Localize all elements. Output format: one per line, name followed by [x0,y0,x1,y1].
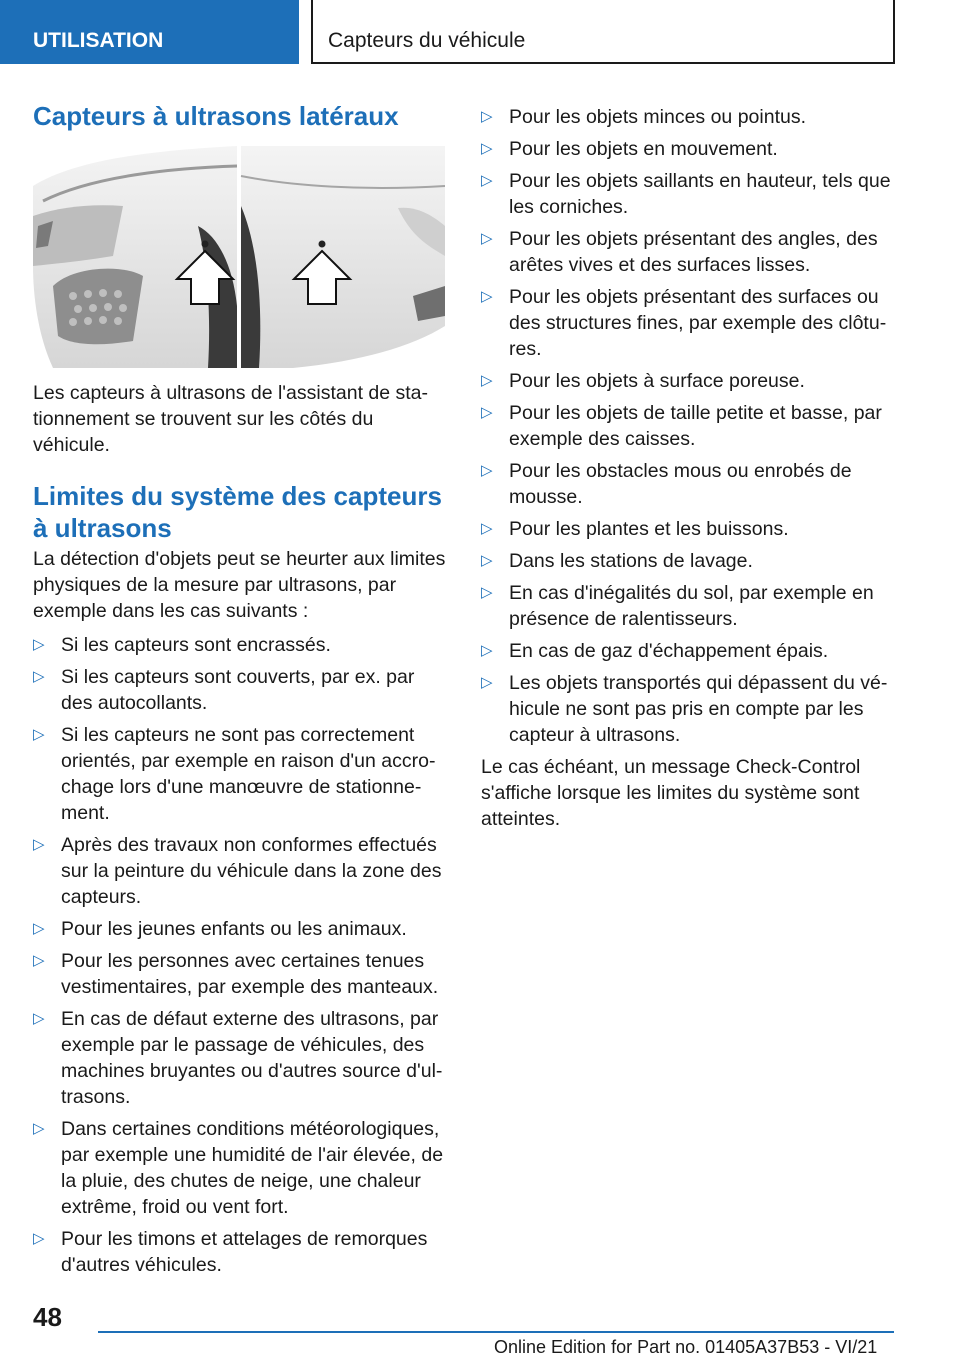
triangle-bullet-icon: ▷ [481,230,493,247]
car-rear-bumper [241,146,445,368]
triangle-bullet-icon: ▷ [481,404,493,421]
closing-paragraph: Le cas échéant, un message Check-Control s'affiche lorsque les limites du système sont atteintes. [481,756,861,830]
triangle-bullet-icon: ▷ [481,520,493,537]
limits-intro: La détection d'objets peut se heurter aux limites physiques de la mesure par ultrasons, par exemple dans les cas suivants : [33,548,446,622]
triangle-bullet-icon: ▷ [481,462,493,479]
triangle-bullet-icon: ▷ [481,172,493,189]
triangle-bullet-icon: ▷ [33,1010,45,1027]
triangle-bullet-icon: ▷ [33,1120,45,1137]
header-section: UTILISATION [0,0,299,64]
list-item: ▷ Pour les timons et attelages de remorques d'autres véhicules. [33,1228,428,1276]
car-bumper-illustration [33,146,445,368]
list-item: ▷ Si les capteurs ne sont pas correctement orientés, par exemple en raison d'un accrochage lors d'une manœuvre de stationnement. [33,724,436,824]
list-item: ▷ Pour les personnes avec certaines tenues vestimentaires, par exemple des manteaux. [33,950,439,998]
triangle-bullet-icon: ▷ [481,108,493,125]
triangle-bullet-icon: ▷ [33,1230,45,1247]
list-item: ▷ Si les capteurs sont encrassés. [33,634,331,656]
list-item: ▷ Pour les objets en mouvement. [481,138,778,160]
list-item: ▷ En cas d'inégalités du sol, par exemple en présence de ralentisseurs. [481,582,874,630]
page-number: 48 [33,1302,62,1332]
section-title-lateral-sensors: Capteurs à ultrasons latéraux [33,101,399,131]
list-item: ▷ En cas de défaut externe des ultrasons, par exemple par le passage de véhicules, des machines bruyantes ou d'autres source d'ultrasons. [33,1008,443,1108]
section-title-system-limits: Limites du système des capteurs à ultrasons [33,481,442,543]
list-item: ▷ Si les capteurs sont couverts, par ex. par des autocollants. [33,666,415,714]
list-item: ▷ Pour les objets saillants en hauteur, tels que les corniches. [481,170,891,218]
list-item: ▷ Les objets transportés qui dépassent du véhicule ne sont pas pris en compte par les capteur à ultrasons. [481,672,888,746]
edition-note: Online Edition for Part no. 01405A37B53 - VI/21 [494,1337,878,1357]
triangle-bullet-icon: ▷ [481,288,493,305]
list-item: ▷ Pour les objets minces ou pointus. [481,106,806,128]
list-item: ▷ Pour les plantes et les buissons. [481,518,789,540]
footer-divider [98,1331,894,1333]
header-chapter: Capteurs du véhicule [311,0,895,64]
list-item: ▷ Pour les jeunes enfants ou les animaux. [33,918,407,940]
list-item: ▷ Pour les objets à surface poreuse. [481,370,805,392]
limits-list-right [481,104,901,748]
triangle-bullet-icon: ▷ [481,584,493,601]
list-item: ▷ Dans certaines conditions météorologiques, par exemple une humidité de l'air élevée, de la pluie, des chutes de neige, une chaleur extrême, froid ou vent fort. [33,1118,444,1218]
list-item: ▷ Pour les obstacles mous ou enrobés de mousse. [481,460,852,508]
triangle-bullet-icon: ▷ [481,140,493,157]
sensor-location-figure [33,146,445,368]
list-item: ▷ Pour les objets présentant des angles, des arêtes vives et des surfaces lisses. [481,228,878,276]
triangle-bullet-icon: ▷ [33,726,45,743]
triangle-bullet-icon: ▷ [481,674,493,691]
list-item: ▷ En cas de gaz d'échappement épais. [481,640,829,662]
triangle-bullet-icon: ▷ [33,668,45,685]
triangle-bullet-icon: ▷ [33,636,45,653]
triangle-bullet-icon: ▷ [33,952,45,969]
list-item: ▷ Pour les objets présentant des surfaces ou des structures fines, par exemple des clôtures. [481,286,887,360]
figure-caption: Les capteurs à ultrasons de l'assistant de stationnement se trouvent sur les côtés du véhicule. [33,382,429,456]
triangle-bullet-icon: ▷ [481,642,493,659]
list-item: ▷ Pour les objets de taille petite et basse, par exemple des caisses. [481,402,882,450]
right-column [481,104,901,832]
triangle-bullet-icon: ▷ [33,836,45,853]
list-item: ▷ Dans les stations de lavage. [481,550,753,572]
triangle-bullet-icon: ▷ [481,552,493,569]
triangle-bullet-icon: ▷ [481,372,493,389]
triangle-bullet-icon: ▷ [33,920,45,937]
list-item: ▷ Après des travaux non conformes effectués sur la peinture du véhicule dans la zone des capteurs. [33,834,442,908]
left-column [33,100,447,1284]
limits-list-left [33,632,447,1278]
